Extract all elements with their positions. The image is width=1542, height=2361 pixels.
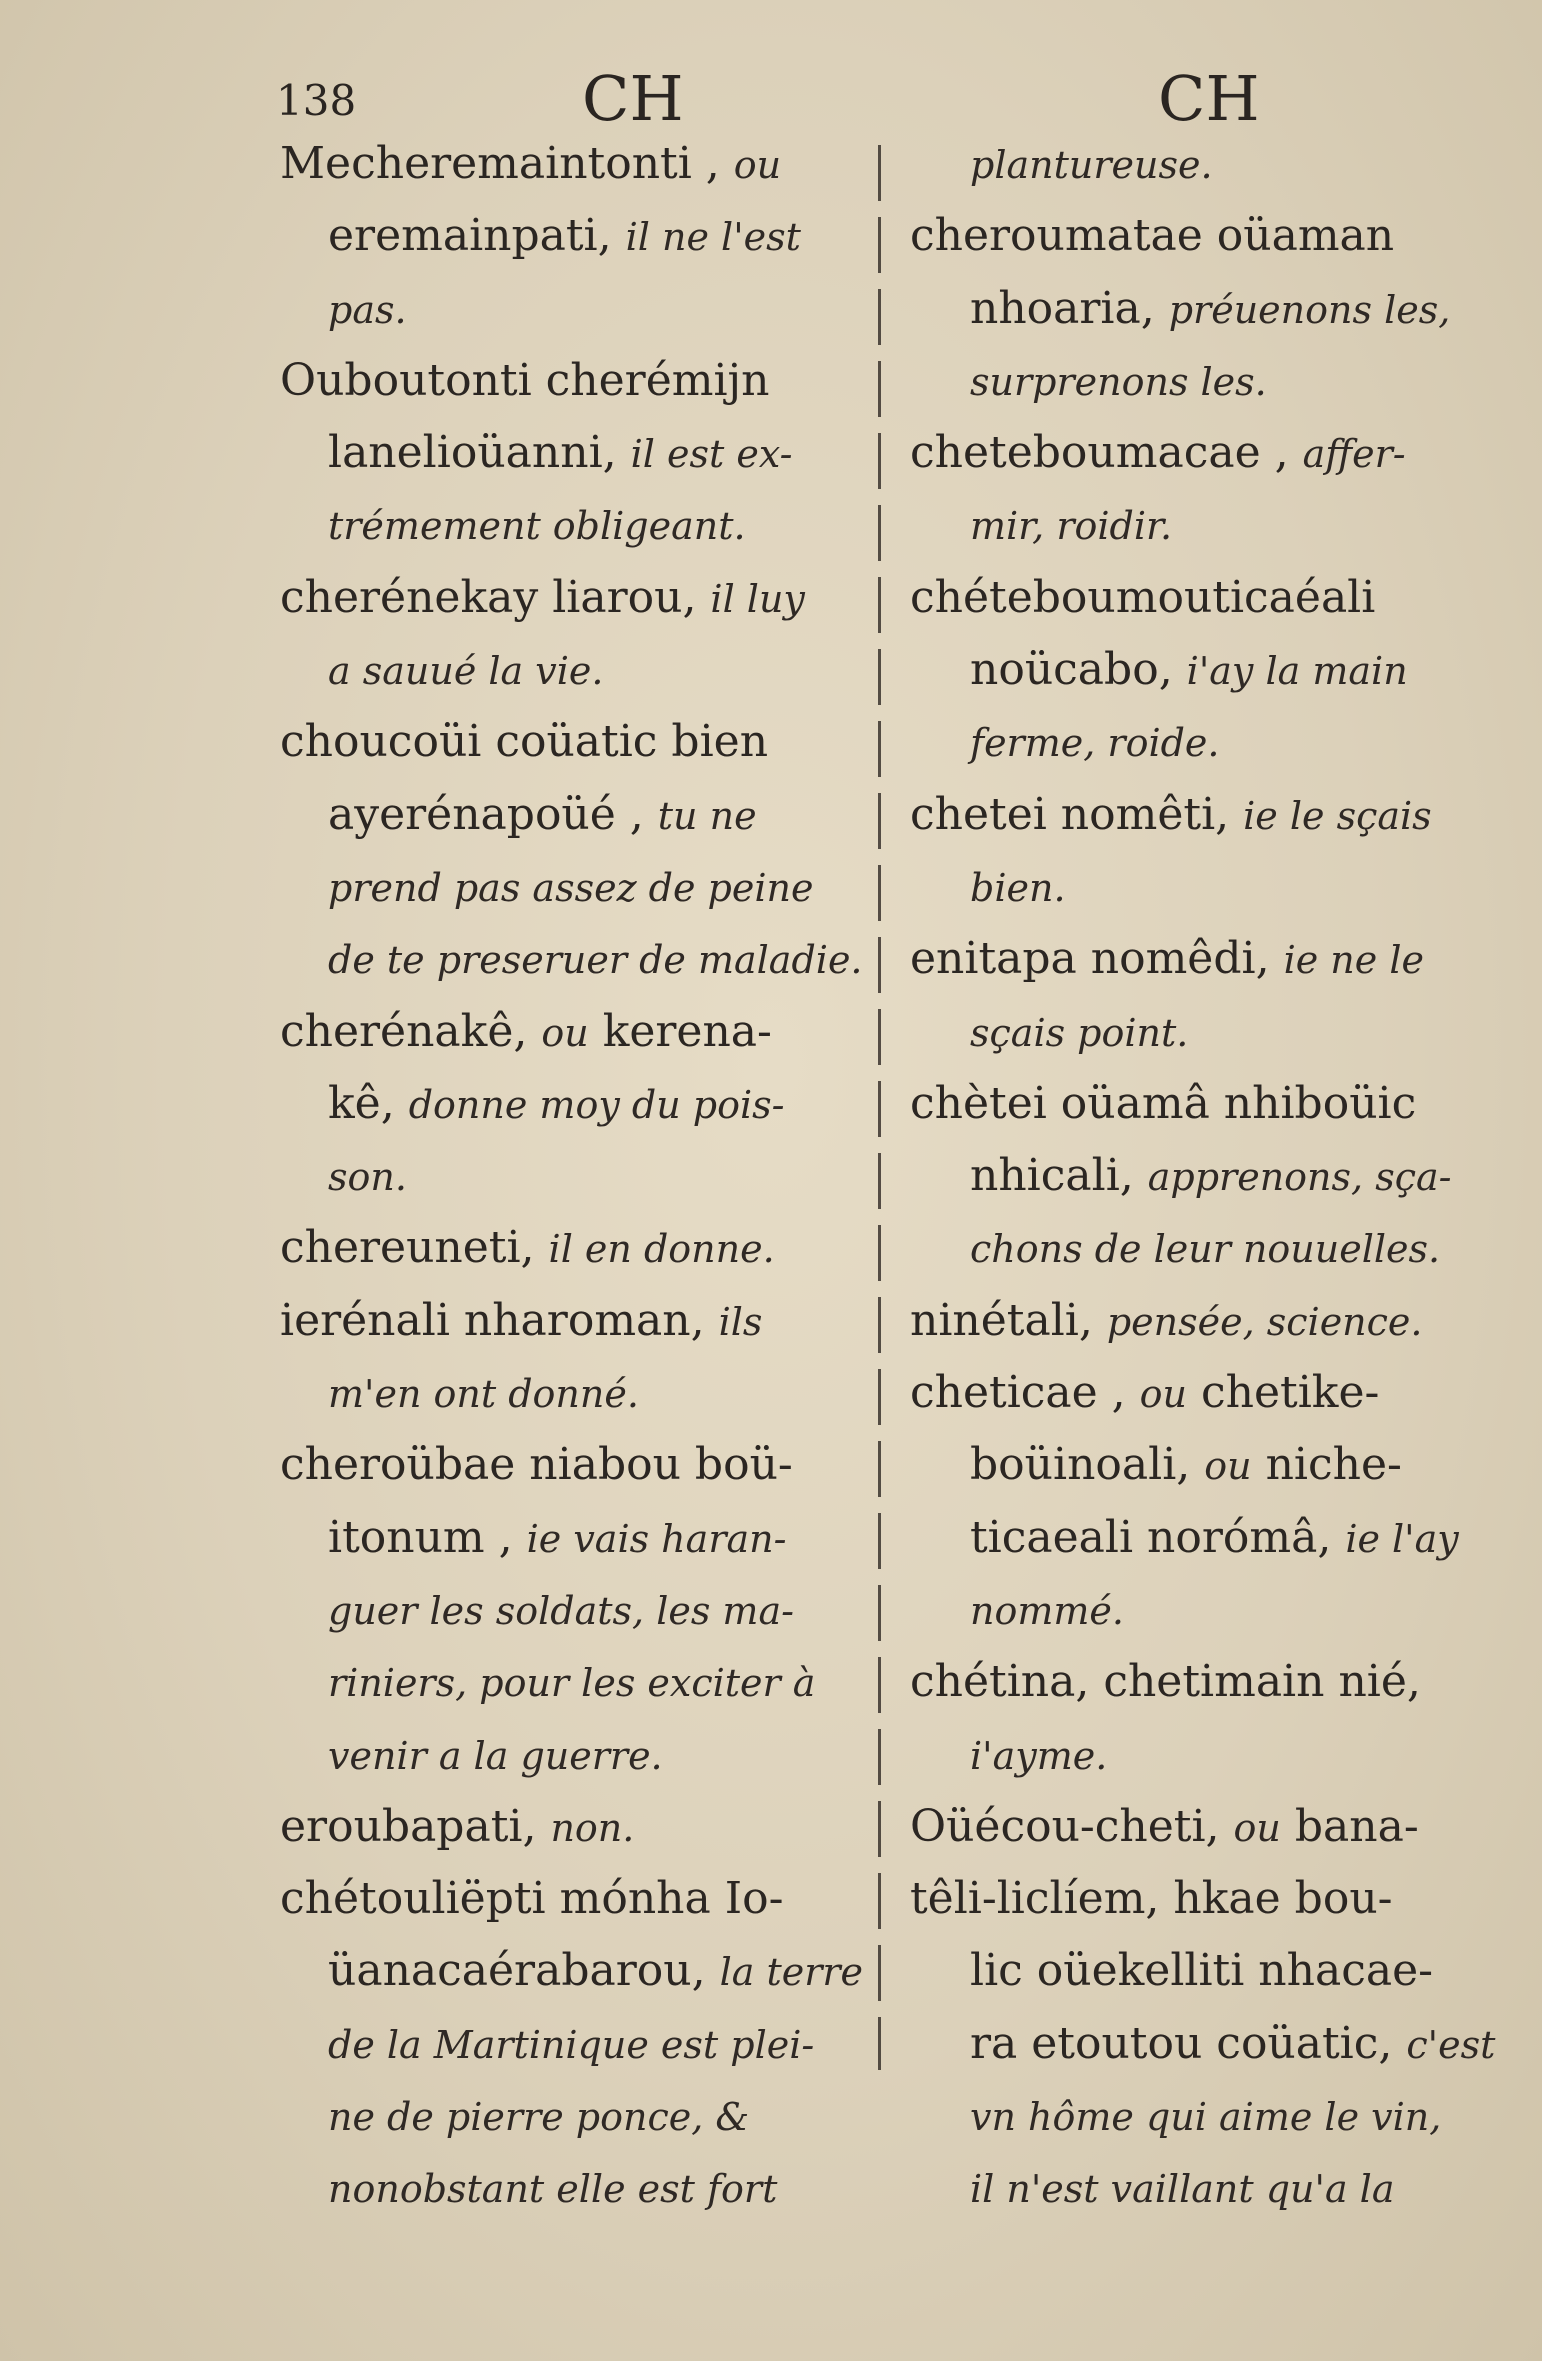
text-line — [280, 417, 870, 489]
text-line — [910, 1285, 1500, 1357]
roman-text: itonum , — [328, 1511, 527, 1563]
text-line — [910, 1068, 1500, 1140]
italic-gloss: pensée, science. — [1106, 1299, 1423, 1344]
text-line — [280, 200, 870, 272]
italic-gloss: affer- — [1302, 432, 1406, 477]
italic-gloss: ne de pierre ponce, & — [328, 2095, 750, 2140]
text-line — [280, 851, 870, 923]
italic-gloss: ferme, roide. — [970, 721, 1220, 766]
page-number: 138 — [276, 76, 357, 125]
roman-text: boüinoali, — [970, 1439, 1205, 1491]
italic-gloss: ou — [1204, 1444, 1252, 1489]
italic-gloss: chons de leur nouuelles. — [970, 1227, 1441, 1272]
text-line — [910, 1863, 1500, 1935]
text-line — [280, 1719, 870, 1791]
text-line — [280, 996, 870, 1068]
italic-gloss: c'est — [1406, 2022, 1496, 2067]
roman-text: lic oüekelliti nhacae- — [970, 1945, 1433, 1997]
text-line — [280, 1574, 870, 1646]
roman-text: lanelioüanni, — [328, 427, 631, 479]
roman-text: cheroumatae oüaman — [910, 210, 1395, 262]
roman-text: niche- — [1251, 1439, 1402, 1491]
italic-gloss: i'ay la main — [1186, 649, 1408, 694]
text-line — [280, 1429, 870, 1501]
italic-gloss: ie ne le — [1283, 938, 1424, 983]
italic-gloss: de la Martinique est plei- — [328, 2022, 815, 2067]
italic-gloss: plantureuse. — [970, 143, 1213, 187]
italic-gloss: ou — [541, 1010, 589, 1055]
text-line — [280, 562, 870, 634]
text-line — [280, 2152, 870, 2224]
text-line — [910, 851, 1500, 923]
italic-gloss: vn hôme qui aime le vin, — [970, 2095, 1442, 2140]
roman-text: chetike- — [1187, 1367, 1380, 1419]
text-line — [280, 1068, 870, 1140]
italic-gloss: a sauué la vie. — [328, 649, 604, 694]
roman-text: cherénakê, — [280, 1005, 542, 1057]
italic-gloss: la terre — [719, 1950, 864, 1995]
text-line — [280, 1935, 870, 2007]
roman-text: bana- — [1280, 1800, 1419, 1852]
roman-text: chéteboumouticaéali — [910, 571, 1376, 623]
text-line — [910, 1140, 1500, 1212]
text-line — [910, 562, 1500, 634]
roman-text: nhicali, — [970, 1150, 1148, 1202]
italic-gloss: ou — [1139, 1372, 1188, 1417]
roman-text: üanacaérabarou, — [328, 1945, 720, 1997]
text-line — [910, 1719, 1500, 1791]
italic-gloss: bien. — [970, 865, 1066, 910]
text-line — [280, 128, 870, 200]
roman-text: chètei oüamâ nhiboüic — [910, 1077, 1417, 1129]
italic-gloss: il n'est vaillant qu'a la — [970, 2167, 1395, 2212]
italic-gloss: il luy — [710, 576, 805, 621]
italic-gloss: son. — [328, 1155, 407, 1200]
italic-gloss: ie vais haran- — [526, 1516, 787, 1561]
text-line — [280, 634, 870, 706]
right-column — [910, 128, 1500, 2225]
italic-gloss: non. — [550, 1805, 635, 1850]
italic-gloss: il en donne. — [548, 1227, 775, 1272]
text-line — [910, 200, 1500, 272]
text-line — [280, 1285, 870, 1357]
roman-text: têli-liclíem, hkae bou- — [910, 1873, 1393, 1925]
text-line — [280, 1863, 870, 1935]
text-line — [280, 2080, 870, 2152]
roman-text: ierénali nharoman, — [280, 1294, 719, 1346]
italic-gloss: apprenons, sça- — [1147, 1155, 1452, 1200]
roman-text: chétina, chetimain nié, — [910, 1656, 1421, 1708]
text-line — [910, 489, 1500, 561]
text-line — [280, 779, 870, 851]
roman-text: kê, — [328, 1077, 409, 1129]
italic-gloss: guer les soldats, les ma- — [328, 1588, 794, 1633]
italic-gloss: riniers, pour les exciter à — [328, 1661, 816, 1706]
text-line — [280, 2008, 870, 2080]
italic-gloss: ils — [718, 1299, 763, 1344]
italic-gloss: donne moy du pois- — [408, 1082, 785, 1127]
text-line — [910, 1935, 1500, 2007]
text-line — [910, 1646, 1500, 1718]
text-line — [910, 345, 1500, 417]
italic-gloss: venir a la guerre. — [328, 1733, 663, 1778]
left-column — [280, 128, 870, 2225]
roman-text: ayerénapoüé , — [328, 788, 658, 840]
text-line — [280, 1502, 870, 1574]
roman-text: chetei nomêti, — [910, 788, 1244, 840]
text-line — [280, 1357, 870, 1429]
roman-text: chereuneti, — [280, 1222, 549, 1274]
roman-text: eroubapati, — [280, 1800, 551, 1852]
roman-text: ra etoutou coüatic, — [970, 2017, 1407, 2069]
text-line — [910, 1574, 1500, 1646]
roman-text: eremainpati, — [328, 210, 626, 262]
text-line — [910, 634, 1500, 706]
text-line — [910, 128, 1500, 200]
roman-text: ticaeali norómâ, — [970, 1511, 1346, 1563]
italic-gloss: surprenons les. — [970, 359, 1267, 404]
text-line — [280, 1791, 870, 1863]
text-line — [910, 923, 1500, 995]
text-line — [910, 2152, 1500, 2224]
roman-text: kerena- — [588, 1005, 772, 1057]
italic-gloss: tu ne — [657, 793, 757, 838]
italic-gloss: nonobstant elle est fort — [328, 2167, 778, 2212]
running-head-right: CH — [1158, 62, 1260, 135]
text-line — [910, 1502, 1500, 1574]
roman-text: Mecheremaintonti , — [280, 138, 734, 189]
text-line — [910, 2008, 1500, 2080]
text-line — [280, 1212, 870, 1284]
text-line — [910, 779, 1500, 851]
roman-text: Oüécou-cheti, — [910, 1800, 1234, 1852]
italic-gloss: ie l'ay — [1345, 1516, 1459, 1561]
text-line — [910, 417, 1500, 489]
italic-gloss: m'en ont donné. — [328, 1372, 639, 1417]
text-line — [910, 1357, 1500, 1429]
roman-text: enitapa nomêdi, — [910, 933, 1284, 985]
italic-gloss: nommé. — [970, 1588, 1124, 1633]
roman-text: noücabo, — [970, 644, 1187, 696]
roman-text: ninétali, — [910, 1294, 1107, 1346]
text-line — [910, 996, 1500, 1068]
text-line — [280, 923, 870, 995]
text-line — [910, 273, 1500, 345]
italic-gloss: il est ex- — [630, 432, 793, 477]
italic-gloss: ou — [733, 143, 782, 187]
text-line — [910, 1791, 1500, 1863]
italic-gloss: pas. — [328, 287, 407, 332]
roman-text: cheteboumacae , — [910, 427, 1303, 479]
text-line — [280, 1140, 870, 1212]
italic-gloss: mir, roidir. — [970, 504, 1173, 549]
roman-text: chétouliëpti mónha Io- — [280, 1873, 784, 1925]
text-line — [910, 1429, 1500, 1501]
roman-text: Ouboutonti cherémijn — [280, 354, 770, 406]
running-head-left: CH — [582, 62, 684, 135]
italic-gloss: ie le sçais — [1243, 793, 1432, 838]
roman-text: cheticae , — [910, 1367, 1140, 1419]
text-line — [910, 1212, 1500, 1284]
roman-text: cheroübae niabou boü- — [280, 1439, 793, 1491]
italic-gloss: il ne l'est — [625, 215, 801, 260]
roman-text: nhoaria, — [970, 282, 1169, 334]
text-line — [910, 2080, 1500, 2152]
text-line — [280, 273, 870, 345]
italic-gloss: préuenons les, — [1168, 287, 1451, 332]
italic-gloss: prend pas assez de peine — [328, 865, 814, 910]
italic-gloss: de te preseruer de maladie. — [328, 938, 863, 983]
roman-text: cherénekay liarou, — [280, 571, 711, 623]
text-line — [280, 489, 870, 561]
text-line — [280, 706, 870, 778]
text-line — [910, 706, 1500, 778]
text-line — [280, 345, 870, 417]
italic-gloss: sçais point. — [970, 1010, 1189, 1055]
roman-text: choucoüi coüatic bien — [280, 716, 769, 768]
italic-gloss: ou — [1233, 1805, 1281, 1850]
text-line — [280, 1646, 870, 1718]
italic-gloss: trémement obligeant. — [328, 504, 746, 549]
column-divider — [878, 145, 881, 2070]
italic-gloss: i'ayme. — [970, 1733, 1108, 1778]
